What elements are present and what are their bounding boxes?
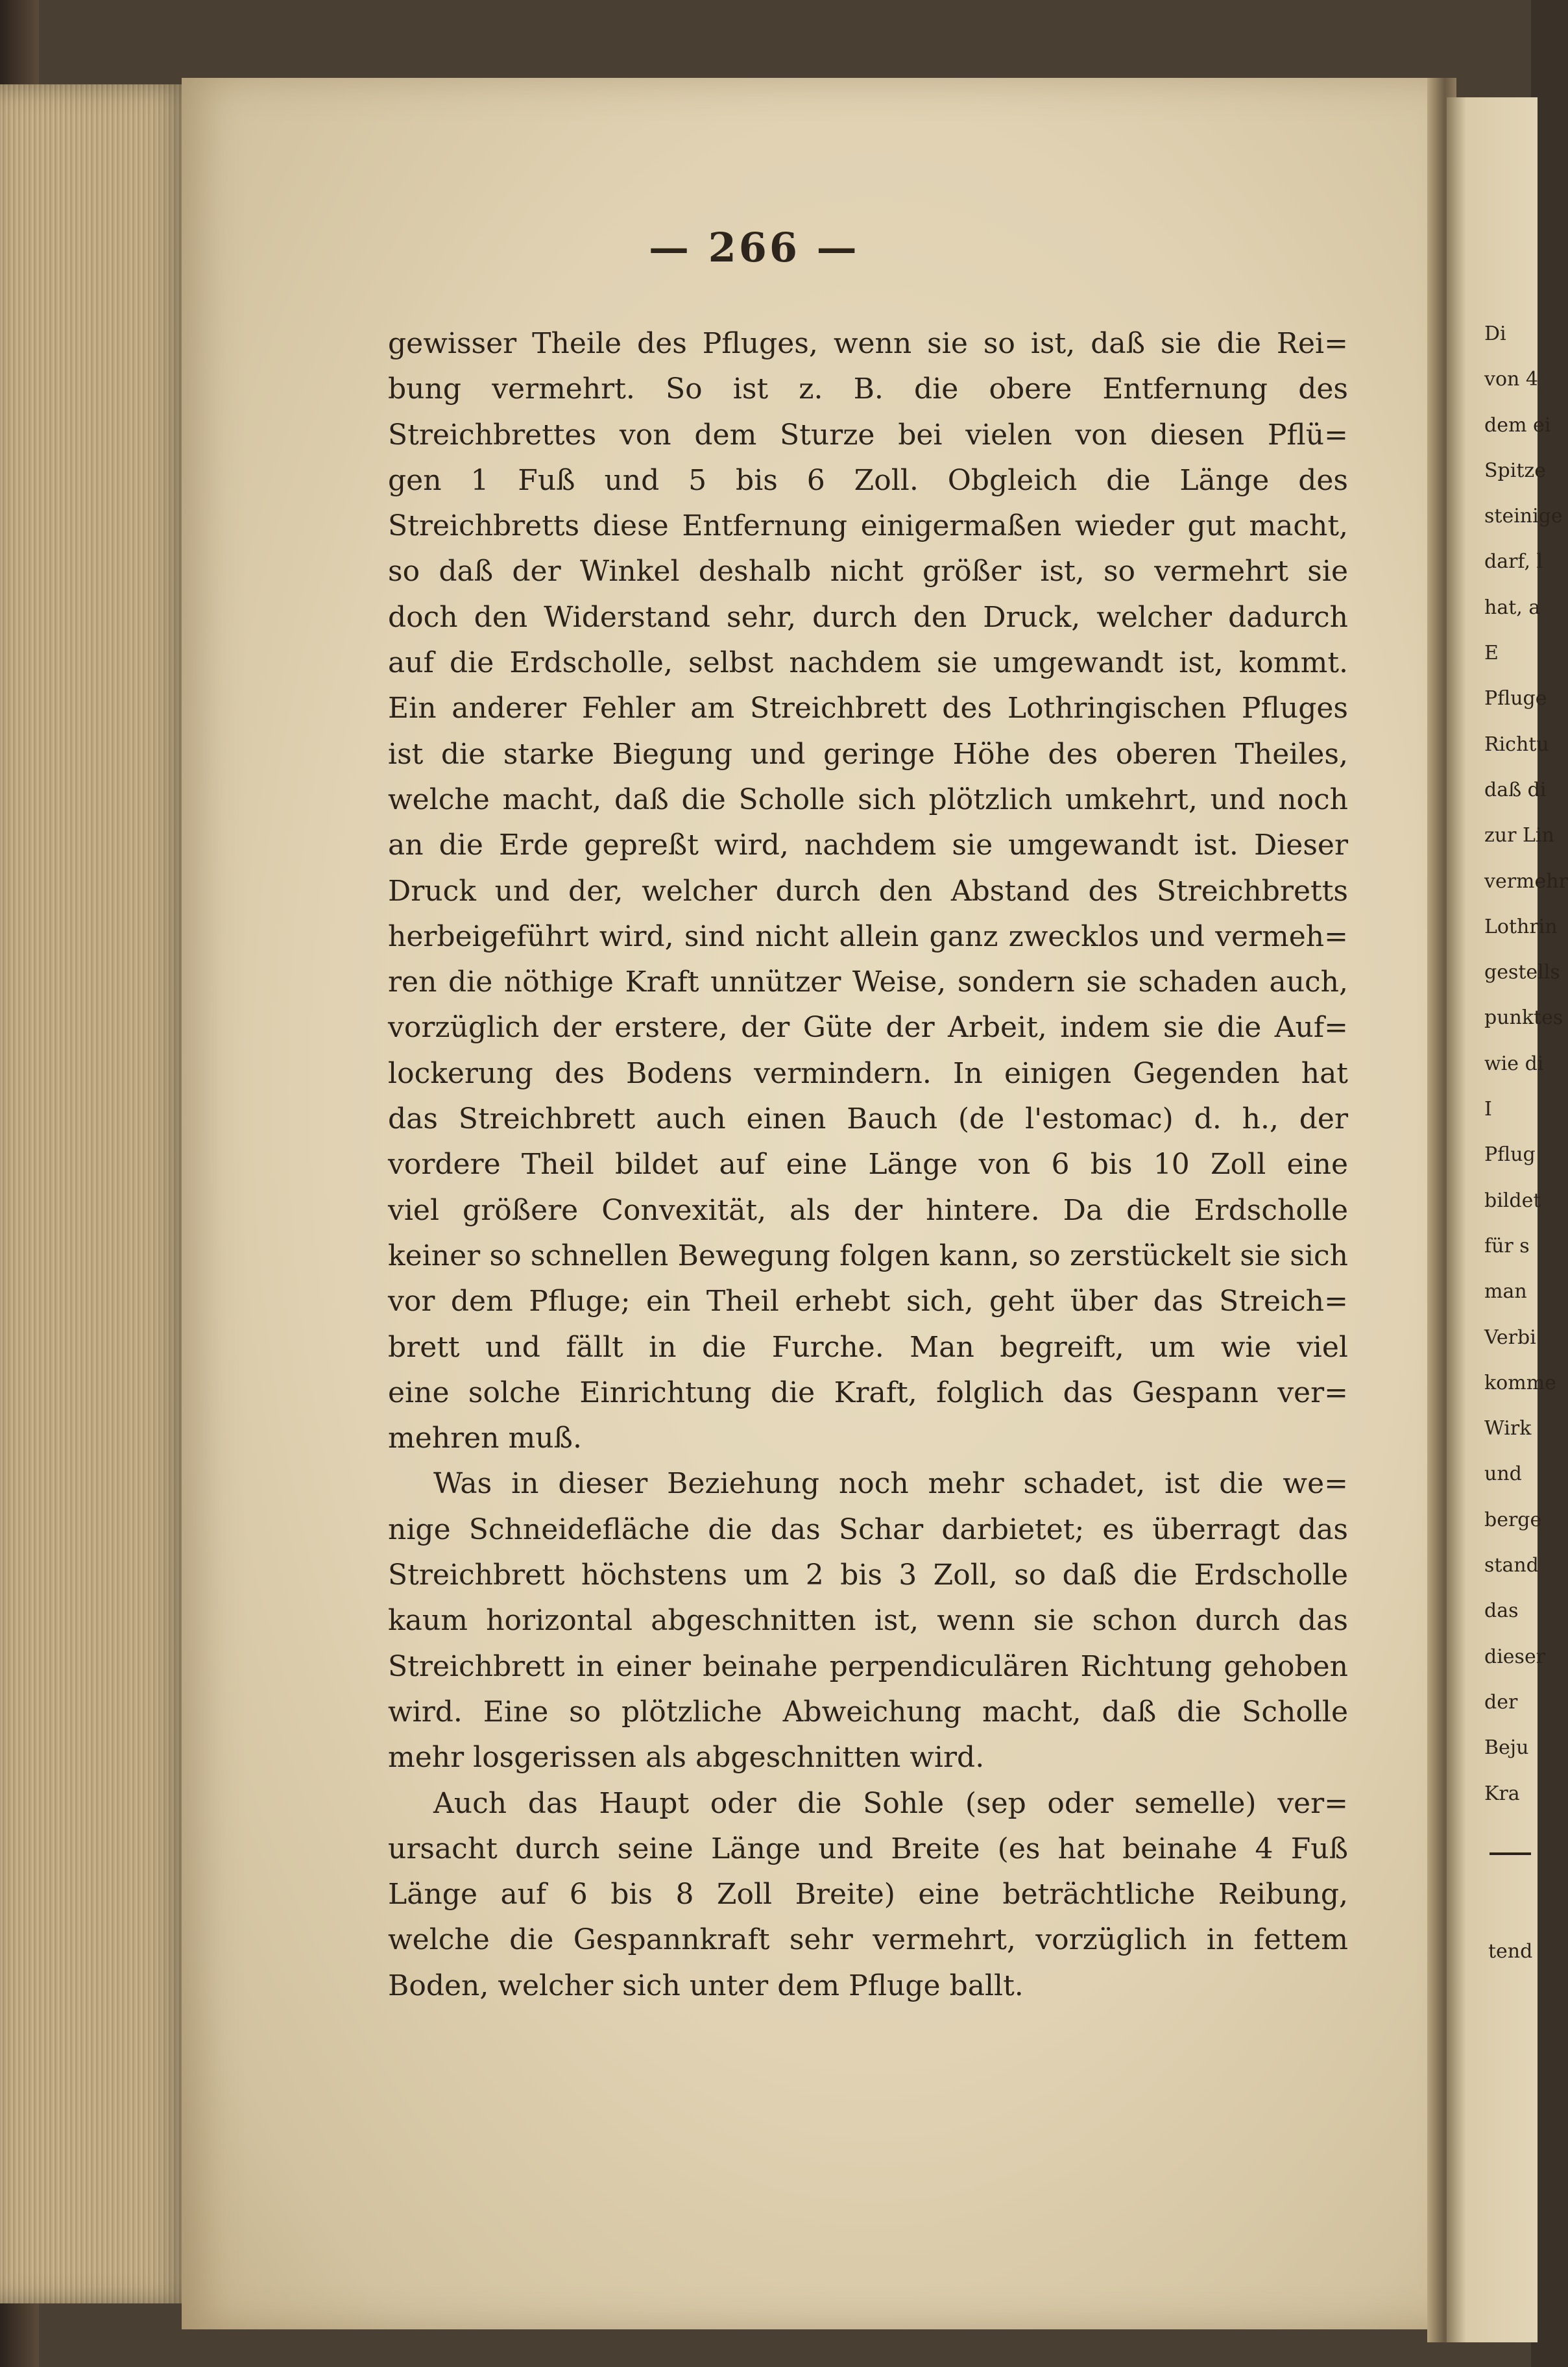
text-line: gen 1 Fuß und 5 bis 6 Zoll. Obgleich die Länge des [388,463,1348,497]
text-line: mehr losgerissen als abgeschnitten wird. [388,1741,985,1775]
text-line: Auch das Haupt oder die Sohle (sep oder semelle) ver= [433,1786,1348,1820]
facing-page-text [1484,311,1568,1817]
facing-line: das [1484,1599,1519,1623]
facing-line: E [1484,642,1499,665]
text-line: Druck und der, welcher durch den Abstand des Streichbretts [388,874,1348,908]
text-line: Streichbretts diese Entfernung einigermaßen wieder gut macht, [388,509,1348,543]
facing-line: steinige [1484,505,1563,528]
facing-line: Richtu [1484,733,1549,756]
text-line: Was in dieser Beziehung noch mehr schadet, ist die we= [433,1467,1348,1501]
facing-line: für s [1484,1234,1530,1257]
facing-page-footer-fragment: tend [1488,1940,1533,1963]
text-line: eine solche Einrichtung die Kraft, folglich das Gespann ver= [388,1376,1348,1409]
facing-line: Pflug [1484,1143,1536,1167]
text-line: Boden, welcher sich unter dem Pfluge ballt. [388,1969,1024,2002]
facing-line: Pfluge [1484,687,1547,710]
facing-page-rule [1490,1852,1531,1855]
text-line: brett und fällt in die Furche. Man begreift, um wie viel [388,1330,1348,1364]
text-line: kaum horizontal abgeschnitten ist, wenn sie schon durch das [388,1604,1348,1638]
text-line: gewisser Theile des Pfluges, wenn sie so ist, daß sie die Rei= [388,327,1348,360]
text-line: vorzüglich der erstere, der Güte der Arbeit, indem sie die Auf= [388,1011,1348,1045]
facing-line: daß di [1484,778,1547,801]
page-stack-edge [0,84,188,2303]
facing-line: Di [1484,322,1506,345]
facing-line: I [1484,1098,1492,1121]
page-number: — 266 — [649,224,860,271]
facing-line: der [1484,1690,1518,1714]
facing-line: berge [1484,1508,1542,1531]
facing-line: darf, l [1484,550,1543,574]
facing-line: gestells [1484,961,1560,984]
text-line: welche macht, daß die Scholle sich plötzlich umkehrt, und noch [388,783,1348,816]
facing-line: Beju [1484,1736,1529,1760]
text-line: Ein anderer Fehler am Streichbrett des Lothringischen Pfluges [388,692,1348,725]
facing-line: Verbi [1484,1326,1536,1349]
text-line: nige Schneidefläche die das Schar darbietet; es überragt das [388,1512,1348,1546]
text-line: mehren muß. [388,1422,582,1455]
text-line: wird. Eine so plötzliche Abweichung macht, daß die Scholle [388,1695,1348,1729]
facing-line: dem ei [1484,413,1551,437]
text-line: keiner so schnellen Bewegung folgen kann, so zerstückelt sie sich [388,1239,1348,1272]
text-line: viel größere Convexität, als der hintere. Da die Erdscholle [388,1193,1348,1227]
text-line: auf die Erdscholle, selbst nachdem sie umgewandt ist, kommt. [388,646,1348,680]
text-line: vor dem Pfluge; ein Theil erhebt sich, geht über das Streich= [388,1285,1348,1318]
text-line: ursacht durch seine Länge und Breite (es hat beinahe 4 Fuß [388,1832,1348,1865]
facing-line: komme [1484,1371,1556,1394]
text-line: das Streichbrett auch einen Bauch (de l'estomac) d. h., der [388,1102,1348,1136]
text-line: so daß der Winkel deshalb nicht größer ist, so vermehrt sie [388,555,1348,589]
facing-line: Wirk [1484,1417,1532,1440]
text-line: vordere Theil bildet auf eine Länge von 6 bis 10 Zoll eine [388,1148,1348,1182]
text-line: Streichbrett in einer beinahe perpendiculären Richtung gehoben [388,1649,1348,1683]
text-line: doch den Widerstand sehr, durch den Druck, welcher dadurch [388,600,1348,634]
text-line: ist die starke Biegung und geringe Höhe des oberen Theiles, [388,737,1348,771]
facing-line: zur Lin [1484,824,1554,847]
facing-line: dieser [1484,1645,1546,1668]
facing-line: Kra [1484,1782,1520,1805]
facing-line: man [1484,1280,1527,1304]
text-line: Streichbrett höchstens um 2 bis 3 Zoll, so daß die Erdscholle [388,1559,1348,1592]
facing-line: und [1484,1463,1522,1486]
facing-line: vermehr [1484,869,1568,893]
text-line: herbeigeführt wird, sind nicht allein ganz zwecklos und vermeh= [388,919,1348,953]
facing-line: hat, a [1484,596,1541,619]
text-line: Streichbrettes von dem Sturze bei vielen von diesen Pflü= [388,418,1348,452]
body-text [388,321,1348,2009]
text-line: an die Erde gepreßt wird, nachdem sie umgewandt ist. Dieser [388,829,1348,862]
text-line: ren die nöthige Kraft unnützer Weise, sondern sie schaden auch, [388,965,1348,999]
text-line: bung vermehrt. So ist z. B. die obere Entfernung des [388,372,1348,406]
facing-line: Spitze [1484,459,1546,482]
facing-line: punktes [1484,1006,1563,1030]
facing-line: stand [1484,1554,1539,1577]
text-line: lockerung des Bodens vermindern. In einigen Gegenden hat [388,1056,1348,1090]
facing-line: von 4 [1484,368,1538,391]
text-line: Länge auf 6 bis 8 Zoll Breite) eine beträchtliche Reibung, [388,1878,1348,1912]
facing-line: wie di [1484,1052,1544,1075]
facing-line: bildet [1484,1189,1541,1212]
text-line: welche die Gespannkraft sehr vermehrt, vorzüglich in fettem [388,1923,1348,1957]
facing-line: Lothrin [1484,915,1558,938]
